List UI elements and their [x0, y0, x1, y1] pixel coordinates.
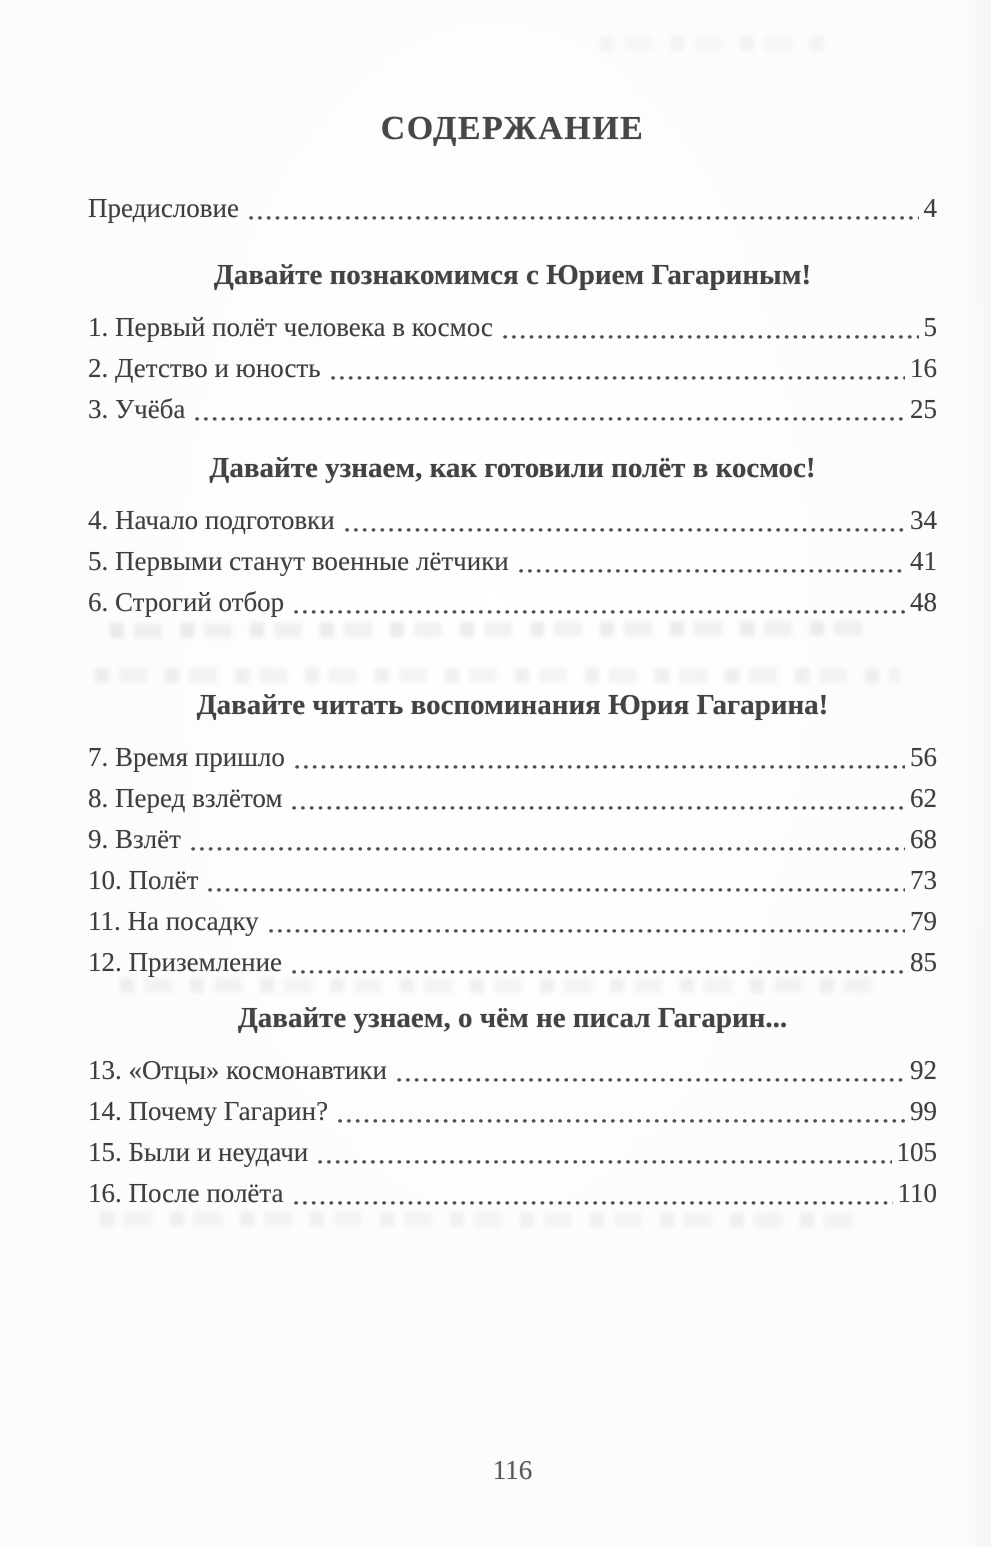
dot-leader: [249, 188, 919, 229]
section-items: [88, 307, 937, 430]
dot-leader: [294, 1173, 893, 1214]
toc-entry: [88, 582, 937, 623]
toc-entry-page: 105: [896, 1137, 937, 1167]
toc-entry-page: 85: [910, 947, 937, 977]
toc-entry-label: 5. Первыми станут военные лётчики: [88, 546, 509, 576]
section-heading: Давайте узнаем, о чём не писал Гагарин...: [237, 1002, 788, 1034]
toc-entry-label: Предисловие: [88, 193, 239, 223]
toc-section: [88, 1000, 937, 1214]
dot-leader: [318, 1132, 891, 1173]
dot-leader: [292, 778, 905, 819]
dot-leader: [269, 901, 905, 942]
dot-leader: [519, 541, 905, 582]
dot-leader: [345, 500, 905, 541]
toc-entry-page: 16: [910, 353, 937, 383]
toc-entry: [88, 389, 937, 430]
toc-entry-page: 56: [910, 742, 937, 772]
toc-entry: [88, 1132, 937, 1173]
section-items: [88, 500, 937, 623]
toc-entry-label: 1. Первый полёт человека в космос: [88, 312, 493, 342]
toc-entry-page: 5: [923, 312, 937, 342]
toc-section: [88, 257, 937, 430]
section-items: [88, 737, 937, 983]
page-title: СОДЕРЖАНИЕ: [380, 110, 645, 147]
toc-entry-page: 41: [910, 546, 937, 576]
section-heading: Давайте узнаем, как готовили полёт в космос!: [209, 452, 816, 484]
toc-entry: [88, 307, 937, 348]
dot-leader: [191, 819, 905, 860]
dot-leader: [208, 860, 905, 901]
toc-entry-page: 48: [910, 587, 937, 617]
toc-entry-label: 16. После полёта: [88, 1178, 284, 1208]
toc-entry-label: 14. Почему Гагарин?: [88, 1096, 329, 1126]
toc-entry-label: 10. Полёт: [88, 865, 199, 895]
dot-leader: [195, 389, 905, 430]
section-items: [88, 1050, 937, 1214]
toc-content: [88, 0, 937, 1214]
toc-entry-label: 2. Детство и юность: [88, 353, 321, 383]
page-number-folio: 116: [492, 1455, 533, 1485]
dot-leader: [331, 348, 905, 389]
toc-entry: [88, 942, 937, 983]
toc-section: [88, 687, 937, 983]
toc-entry: [88, 541, 937, 582]
toc-entry-label: 7. Время пришло: [88, 742, 285, 772]
toc-entry-label: 9. Взлёт: [88, 824, 181, 854]
toc-entry-label: 6. Строгий отбор: [88, 587, 285, 617]
toc-entry-page: 92: [910, 1055, 937, 1085]
toc-entry-page: 99: [910, 1096, 937, 1126]
toc-entry-label: 11. На посадку: [88, 906, 259, 936]
dot-leader: [338, 1091, 905, 1132]
toc-entry-label: 15. Были и неудачи: [88, 1137, 309, 1167]
dot-leader: [397, 1050, 905, 1091]
toc-entry-preface: [88, 188, 937, 229]
toc-entry: [88, 1173, 937, 1214]
toc-entry-label: 3. Учёба: [88, 394, 186, 424]
dot-leader: [503, 307, 919, 348]
toc-entry-page: 73: [910, 865, 937, 895]
toc-entry: [88, 778, 937, 819]
toc-entry-page: 4: [923, 193, 937, 223]
toc-sections: [88, 257, 937, 1214]
toc-entry: [88, 348, 937, 389]
toc-entry: [88, 1050, 937, 1091]
toc-entry: [88, 901, 937, 942]
section-heading: Давайте познакомимся с Юрием Гагариным!: [213, 259, 812, 291]
toc-entry-label: 13. «Отцы» космонавтики: [88, 1055, 387, 1085]
toc-entry: [88, 860, 937, 901]
toc-entry-page: 62: [910, 783, 937, 813]
toc-entry-label: 4. Начало подготовки: [88, 505, 335, 535]
dot-leader: [294, 582, 905, 623]
toc-entry-page: 25: [910, 394, 937, 424]
toc-entry: [88, 737, 937, 778]
dot-leader: [295, 737, 905, 778]
section-heading: Давайте читать воспоминания Юрия Гагарина!: [196, 689, 829, 721]
toc-entry-label: 12. Приземление: [88, 947, 283, 977]
toc-entry: [88, 1091, 937, 1132]
toc-entry: [88, 819, 937, 860]
toc-entry-label: 8. Перед взлётом: [88, 783, 283, 813]
toc-entry-page: 34: [910, 505, 937, 535]
toc-entry-page: 110: [897, 1178, 937, 1208]
dot-leader: [292, 942, 905, 983]
toc-entry-page: 68: [910, 824, 937, 854]
toc-entry-page: 79: [910, 906, 937, 936]
toc-section: [88, 450, 937, 623]
toc-entry: [88, 500, 937, 541]
